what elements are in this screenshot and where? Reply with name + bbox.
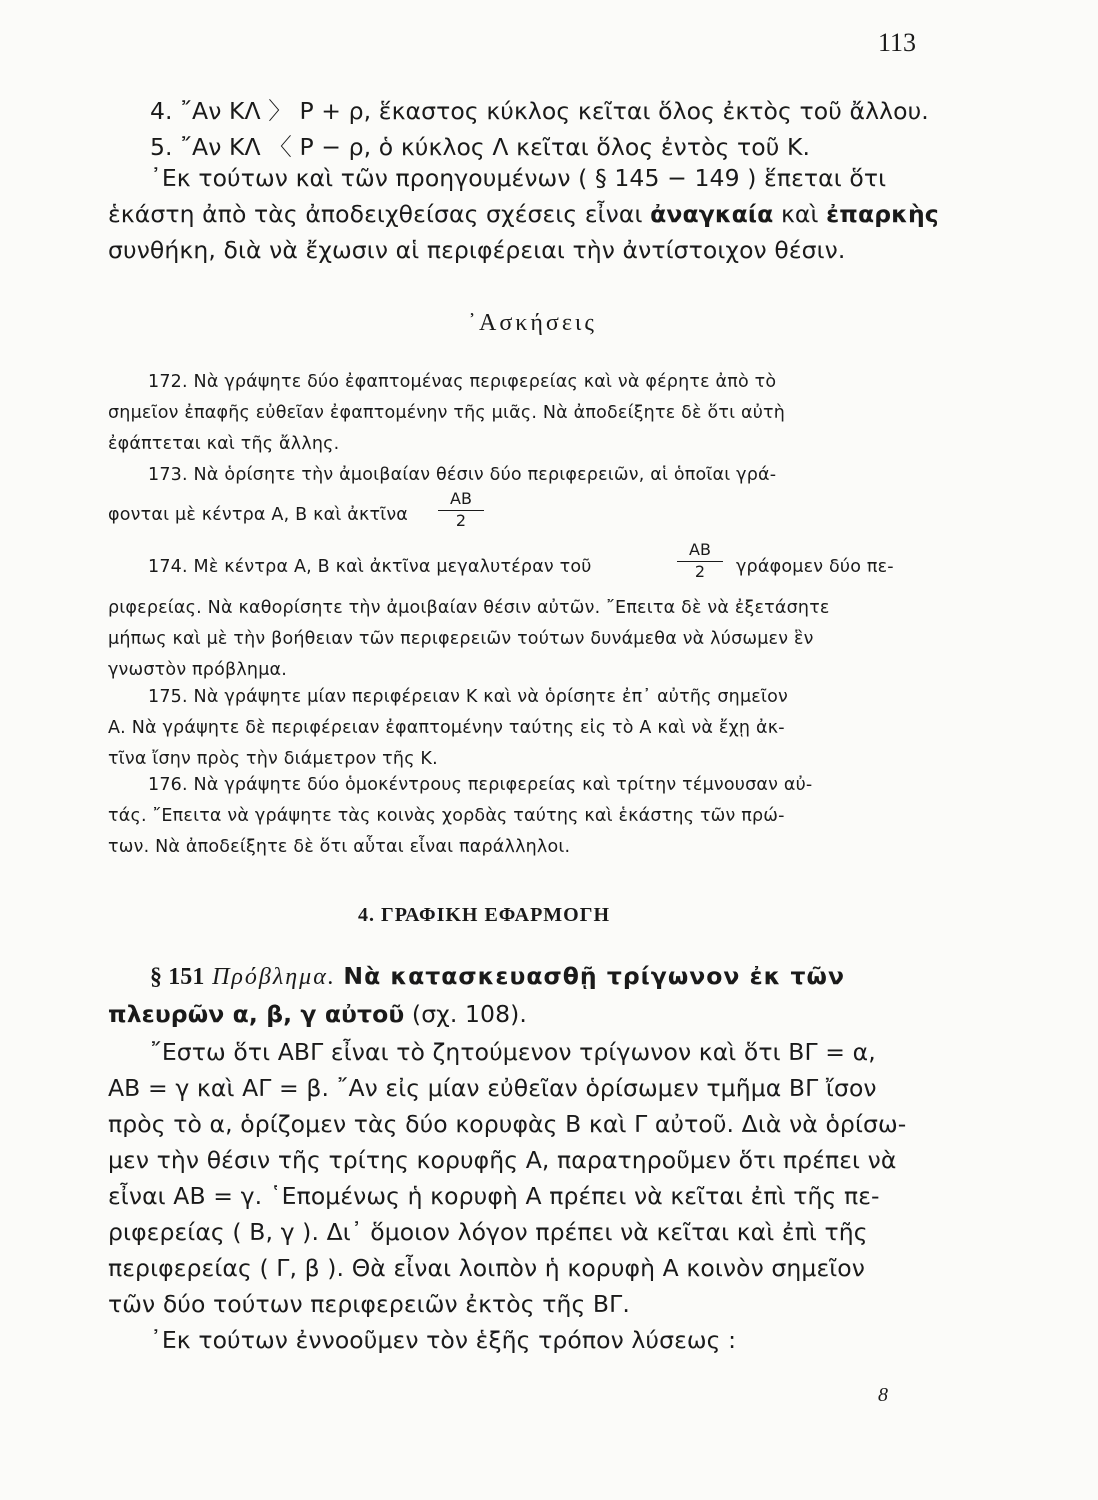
text-line: συνθήκη, διὰ νὰ ἔχωσιν αἱ περιφέρειαι τὴν ἀντίστοιχον θέσιν. bbox=[108, 236, 846, 264]
body-line: εἶναι ΑΒ = γ. ῾Επομένως ἡ κορυφὴ Α πρέπει νὰ κεῖται ἐπὶ τῆς πε- bbox=[108, 1182, 880, 1210]
exercise-172-line: ἐφάπτεται καὶ τῆς ἄλλης. bbox=[108, 434, 340, 454]
body-line: ριφερείας ( Β, γ ). Δι᾿ ὅμοιον λόγον πρέπει νὰ κεῖται καὶ ἐπὶ τῆς bbox=[108, 1218, 868, 1246]
exercise-174-line: γράφομεν δύο πε- bbox=[736, 557, 894, 577]
exercise-172-line: 172. Νὰ γράψητε δύο ἐφαπτομένας περιφερείας καὶ νὰ φέρητε ἀπὸ τὸ bbox=[148, 372, 777, 392]
exercise-174-line: γνωστὸν πρόβλημα. bbox=[108, 660, 288, 680]
exercises-heading: ᾿Ασκήσεις bbox=[468, 310, 597, 336]
signature-mark: 8 bbox=[878, 1384, 888, 1406]
exercise-173-line: 173. Νὰ ὁρίσητε τὴν ἀμοιβαίαν θέσιν δύο περιφερειῶν, αἱ ὁποῖαι γρά- bbox=[148, 465, 777, 485]
body-line: ΑΒ = γ καὶ ΑΓ = β. ῎Αν εἰς μίαν εὐθεῖαν ὁρίσωμεν τμῆμα ΒΓ ἴσον bbox=[108, 1074, 877, 1102]
text-fragment: καὶ bbox=[780, 200, 819, 228]
text-line: 5. ῎Αν ΚΛ 〈 Ρ − ρ, ὁ κύκλος Λ κεῖται ὅλος ἐντὸς τοῦ Κ. bbox=[150, 133, 811, 161]
text-line-with-bold bbox=[108, 200, 939, 228]
body-line: μεν τὴν θέσιν τῆς τρίτης κορυφῆς Α, παρατηροῦμεν ὅτι πρέπει νὰ bbox=[108, 1146, 897, 1174]
problem-line-2 bbox=[108, 1000, 527, 1028]
body-line: πρὸς τὸ α, ὁρίζομεν τὰς δύο κορυφὰς Β καὶ Γ αὐτοῦ. Διὰ νὰ ὁρίσω- bbox=[108, 1110, 907, 1138]
exercise-176-line: των. Νὰ ἀποδείξητε δὲ ὅτι αὗται εἶναι παράλληλοι. bbox=[108, 837, 571, 857]
fraction-ab-over-2 bbox=[677, 541, 723, 581]
problem-number: § 151 bbox=[150, 964, 205, 990]
exercise-172-line: σημεῖον ἐπαφῆς εὐθεῖαν ἐφαπτομένην τῆς μιᾶς. Νὰ ἀποδείξητε δὲ ὅτι αὐτὴ bbox=[108, 403, 786, 423]
problem-line-1 bbox=[150, 962, 845, 991]
bold-term-necessary: ἀναγκαία bbox=[650, 200, 774, 228]
text-fragment: ἑκάστη ἀπὸ τὰς ἀποδειχθείσας σχέσεις εἶναι bbox=[108, 200, 643, 228]
fraction-numerator: ΑΒ bbox=[689, 540, 711, 559]
exercise-176-line: 176. Νὰ γράψητε δύο ὁμοκέντρους περιφερείας καὶ τρίτην τέμνουσαν αὐ- bbox=[148, 775, 813, 795]
body-line: περιφερείας ( Γ, β ). Θὰ εἶναι λοιπὸν ἡ κορυφὴ Α κοινὸν σημεῖον bbox=[108, 1254, 866, 1282]
fraction-denominator: 2 bbox=[694, 562, 706, 581]
bold-term-sufficient: ἐπαρκὴς bbox=[826, 200, 939, 228]
text-line: ᾿Εκ τούτων καὶ τῶν προηγουμένων ( § 145 − 149 ) ἕπεται ὅτι bbox=[150, 164, 887, 192]
exercise-176-line: τάς. ῎Επειτα νὰ γράψητε τὰς κοινὰς χορδὰς ταύτης καὶ ἑκάστης τῶν πρώ- bbox=[108, 806, 785, 826]
problem-statement: Νὰ κατασκευασθῇ τρίγωνον ἐκ τῶν bbox=[343, 962, 845, 990]
exercise-175-line: τῖνα ἴσην πρὸς τὴν διάμετρον τῆς Κ. bbox=[108, 749, 438, 769]
exercise-173-line: φονται μὲ κέντρα Α, Β καὶ ἀκτῖνα bbox=[108, 505, 409, 525]
fraction-ab-over-2 bbox=[438, 490, 484, 530]
exercise-174-line: μήπως καὶ μὲ τὴν βοήθειαν τῶν περιφερειῶν τούτων δυνάμεθα νὰ λύσωμεν ἓν bbox=[108, 629, 814, 649]
body-line: ῎Εστω ὅτι ΑΒΓ εἶναι τὸ ζητούμενον τρίγωνον καὶ ὅτι ΒΓ = α, bbox=[150, 1038, 876, 1066]
fraction-numerator: ΑΒ bbox=[450, 489, 472, 508]
exercise-175-line: 175. Νὰ γράψητε μίαν περιφέρειαν Κ καὶ νὰ ὁρίσητε ἐπ᾿ αὐτῆς σημεῖον bbox=[148, 687, 788, 707]
figure-reference: (σχ. 108). bbox=[411, 1000, 527, 1028]
page-number: 113 bbox=[878, 28, 917, 57]
problem-label: Πρόβλημα. bbox=[212, 964, 336, 990]
exercise-174-line: 174. Μὲ κέντρα Α, Β καὶ ἀκτῖνα μεγαλυτέραν τοῦ bbox=[148, 557, 592, 577]
section-heading: 4. ΓΡΑΦΙΚΗ ΕΦΑΡΜΟΓΗ bbox=[358, 904, 611, 926]
fraction-denominator: 2 bbox=[455, 511, 467, 530]
body-line: τῶν δύο τούτων περιφερειῶν ἐκτὸς τῆς ΒΓ. bbox=[108, 1290, 630, 1318]
exercise-175-line: Α. Νὰ γράψητε δὲ περιφέρειαν ἐφαπτομένην ταύτης εἰς τὸ Α καὶ νὰ ἔχῃ ἀκ- bbox=[108, 718, 785, 738]
text-line: 4. ῎Αν ΚΛ 〉 Ρ + ρ, ἕκαστος κύκλος κεῖται ὅλος ἐκτὸς τοῦ ἄλλου. bbox=[150, 97, 929, 125]
exercise-174-line: ριφερείας. Νὰ καθορίσητε τὴν ἀμοιβαίαν θέσιν αὐτῶν. ῎Επειτα δὲ νὰ ἐξετάσητε bbox=[108, 598, 830, 618]
body-line: ᾿Εκ τούτων ἐννοοῦμεν τὸν ἑξῆς τρόπον λύσεως : bbox=[150, 1326, 737, 1354]
problem-statement: πλευρῶν α, β, γ αὐτοῦ bbox=[108, 1000, 405, 1028]
